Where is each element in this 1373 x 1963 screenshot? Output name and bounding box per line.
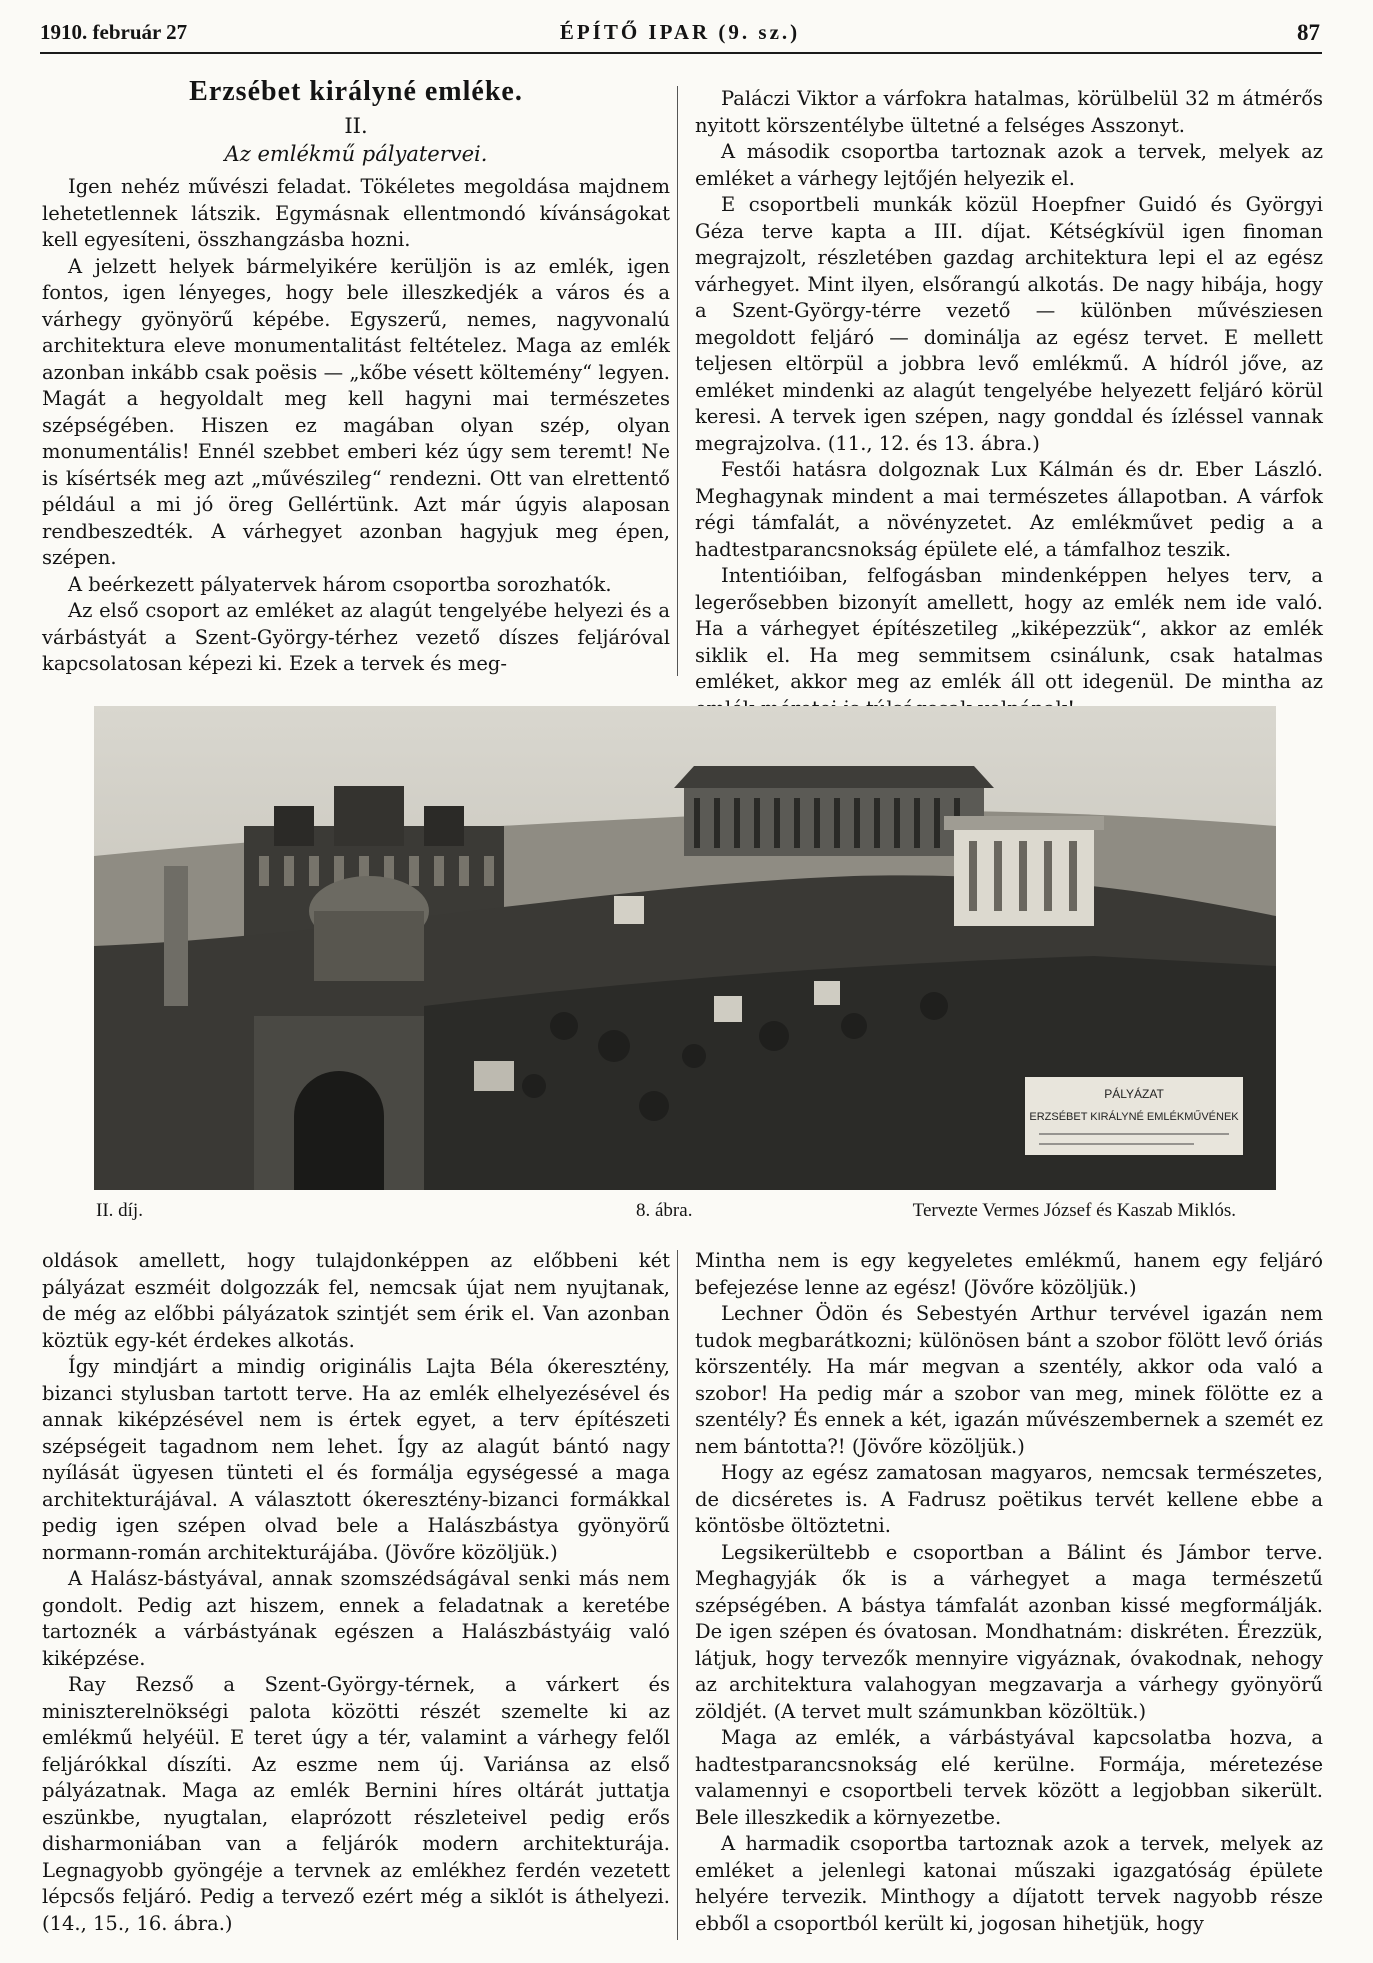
paragraph: Ray Rezső a Szent-György-térnek, a várkert és miniszterelnökségi palota közötti részét szemelte ki az emlékmű helyéül. E teret úgy a tér, valamint a várhegy felől feljárókkal díszíti. Az eszme nem új. Variánsa az első pályázatnak. Maga az emlék Bernini híres oltárát juttatja eszünkbe, nyugtalan, elaprózott részleteivel pedig erős disharmoniában van a feljárók modern architekturája. Legnagyobb gyöngéje a tervnek az emlékhez ferdén vezetett lépcsős feljáró. Pedig a tervező ezért még a siklót is áthelyezi. (14., 15., 16. ábra.) (42, 1673, 670, 1935)
section-title: Az emlékmű pályatervei. (224, 142, 488, 166)
article-title: Erzsébet királyné emléke. (189, 76, 523, 107)
paragraph: Legsikerültebb e csoportban a Bálint és Jámbor terve. Meghagyják ők is a várhegyet a maga természetű szépségében. A bástya támfalát azonban kissé megformálják. De igen szépen és óvatosan. Mondhatnám: diskréten. Érezzük, látjuk, hogy tervezők mennyire vigyáznak, óvakodnak, nehogy az architektura valahogyan megzavarja a várhegy gyönyörű zöldjét. (A tervet mult számunkban közöltük.) (695, 1540, 1323, 1723)
lower-left-column (42, 1248, 670, 1937)
drawing-inscription: ERZSÉBET KIRÁLYNÉ EMLÉKMŰVÉNEK (1029, 1111, 1239, 1123)
paragraph: Festői hatásra dolgoznak Lux Kálmán és dr. Eber László. Meghagynak mindent a mai természetes állapotban. A várfok régi támfalát, a növényzetet. Az emlékművet pedig a a hadtestparancsnokság épülete elé, a támfalhoz teszik. (695, 458, 1323, 561)
issue-date: 1910. február 27 (40, 20, 188, 44)
caption-prize: II. díj. (96, 1200, 143, 1221)
upper-left-column (42, 70, 670, 678)
paragraph: A harmadik csoportba tartoznak azok a tervek, melyek az emléket a jelenlegi katonai műszaki igazgatóság épülete helyére tervezik. Minthogy a díjatott tervek nagyobb része ebből a csoportból került ki, jogosan hihetjük, hogy (695, 1832, 1323, 1935)
paragraph: Mintha nem is egy kegyeletes emlékmű, hanem egy feljáró befejezése lenne az egész! (Jövőre közöljük.) (695, 1249, 1323, 1299)
paragraph: Lechner Ödön és Sebestyén Arthur tervével igazán nem tudok megbarátkozni; különösen bánt a szobor fölött levő óriás körszentély. Ha már megvan a szentély, akkor oda való a szobor! Ha pedig már a szobor van meg, minek fölötte ez a szentély? És ennek a két, igazán művészembernek a szemét ez nem bántotta?! (Jövőre közöljük.) (695, 1302, 1323, 1458)
running-head (40, 18, 1320, 48)
journal-title: ÉPÍTŐ IPAR (9. sz.) (559, 20, 801, 44)
paragraph: Paláczi Viktor a várfokra hatalmas, körülbelül 32 m átmérős nyitott körszentélybe ültetné a felséges Asszonyt. (695, 87, 1323, 137)
caption-designer: Tervezte Vermes József és Kaszab Miklós. (912, 1200, 1236, 1221)
lower-right-column (695, 1248, 1323, 1937)
paragraph: E csoportbeli munkák közül Hoepfner Guidó és Györgyi Géza terve kapta a III. díjat. Kétségkívül igen finoman megrajzolt, részletében gazdag architektura lepi el az egész várhegyet. Mint ilyen, elsőrangú alkotás. De nagy hibája, hogy a Szent-György-térre vezető — különben művésziesen megoldott feljáró — dominálja az egész tervet. E mellett teljesen eltörpül a jobbra levő emlékmű. A hídról jőve, az emléket mindenki az alagút tengelyébe helyezett feljáró körül keresi. A tervek igen szépen, nagy gonddal és ízléssel vannak megrajzolva. (11., 12. és 13. ábra.) (695, 193, 1323, 455)
upper-right-column (695, 86, 1323, 722)
paragraph: Maga az emlék, a várbástyával kapcsolatba hozva, a hadtestparancsnokság elé kerülne. Formája, méretezése valamennyi e csoportbeli tervek között a legjobban sikerült. Bele illeszkedik a környezetbe. (695, 1726, 1323, 1829)
paragraph: Igen nehéz művészi feladat. Tökéletes megoldása majdnem lehetetlennek látszik. Egymásnak ellentmondó kívánságokat kell egyesíteni, összhangzásba hozni. (42, 175, 670, 251)
paragraph: Így mindjárt a mindig originális Lajta Béla ókeresztény, bizanci stylusban tartott terve. Ha az emlék elhelyezésével és annak kiképzésével nem is értek egyet, a terv építészeti szépségeit tagadnom nem lehet. Így az alagút bántó nagy nyílását ügyesen tünteti el és formálja egységessé a maga architekturájával. A választott ókeresztény-bizanci formákkal pedig igen szépen olvad bele a Halászbástya gyönyörű normann-román architekturájába. (Jövőre közöljük.) (42, 1355, 670, 1564)
paragraph: A jelzett helyek bármelyikére kerüljön is az emlék, igen fontos, igen lényeges, hogy bele illeszkedjék a város és a várhegy gyönyörű képébe. Egyszerű, nemes, nagyvonalú architektura eleve monumentalitást feltételez. Maga az emlék azonban inkább csak poësis — „kőbe vésett költemény“ legyen. Magát a hegyoldalt meg kell hagyni mai természetes szépségében. Hiszen ez magában olyan szép, olyan monumentális! Ennél szebbet emberi kéz úgy sem teremt! Ne is kísértsék meg azt „művészileg“ rendezni. Ott van elrettentő például a mi jó öreg Gellértünk. Azt már úgyis alaposan rendbeszedték. A várhegyet azonban hagyjuk meg épen, szépen. (42, 254, 670, 569)
header-rule (40, 52, 1322, 54)
figure-caption (96, 1200, 1276, 1228)
paragraph: A második csoportba tartoznak azok a tervek, melyek az emléket a várhegy lejtőjén helyezik el. (695, 140, 1323, 190)
paragraph: Hogy az egész zamatosan magyaros, nemcsak természetes, de dicséretes is. A Fadrusz poëtikus tervét kellene ebbe a köntösbe öltöztetni. (695, 1461, 1323, 1537)
drawing-label: PÁLYÁZAT (1104, 1087, 1164, 1101)
page-number: 87 (1297, 20, 1320, 45)
competition-drawing (94, 706, 1276, 1190)
paragraph: A beérkezett pályatervek három csoportba sorozhatók. (68, 572, 612, 596)
paragraph: oldások amellett, hogy tulajdonképpen az előbbeni két pályázat eszméit dolgozzák fel, nemcsak újat nem nyujtanak, de még az előbbi pályázatok szintjét sem érik el. Van azonban köztük egy-két érdekes alkotás. (42, 1249, 670, 1352)
paragraph: Az első csoport az emléket az alagút tengelyébe helyezi és a várbástyát a Szent-György-térhez vezető díszes feljáróval kapcsolatosan képezi ki. Ezek a tervek és meg- (42, 599, 670, 675)
caption-figure-number: 8. ábra. (636, 1200, 693, 1221)
paragraph: Intentióiban, felfogásban mindenképpen helyes terv, a legerősebben bizonyít amellett, hogy az emlék nem ide való. Ha a várhegyet építészetileg „kiképezzük“, akkor az emlék siklik el. Ha meg semmitsem csinálunk, csak hatalmas emléket, akkor meg az emlék áll ott idegenül. De mintha az (695, 564, 1323, 693)
paragraph: A Halász-bástyával, annak szomszédságával senki más nem gondolt. Pedig azt hiszem, ennek a feladatnak a keretébe tartoznék a várbástyának egészen a Halászbástyáig való kiképzése. (42, 1567, 670, 1670)
column-divider-lower (677, 1250, 678, 1940)
drawing-illustration (94, 706, 1276, 1190)
section-number: II. (344, 114, 368, 138)
column-divider-upper (677, 86, 678, 676)
